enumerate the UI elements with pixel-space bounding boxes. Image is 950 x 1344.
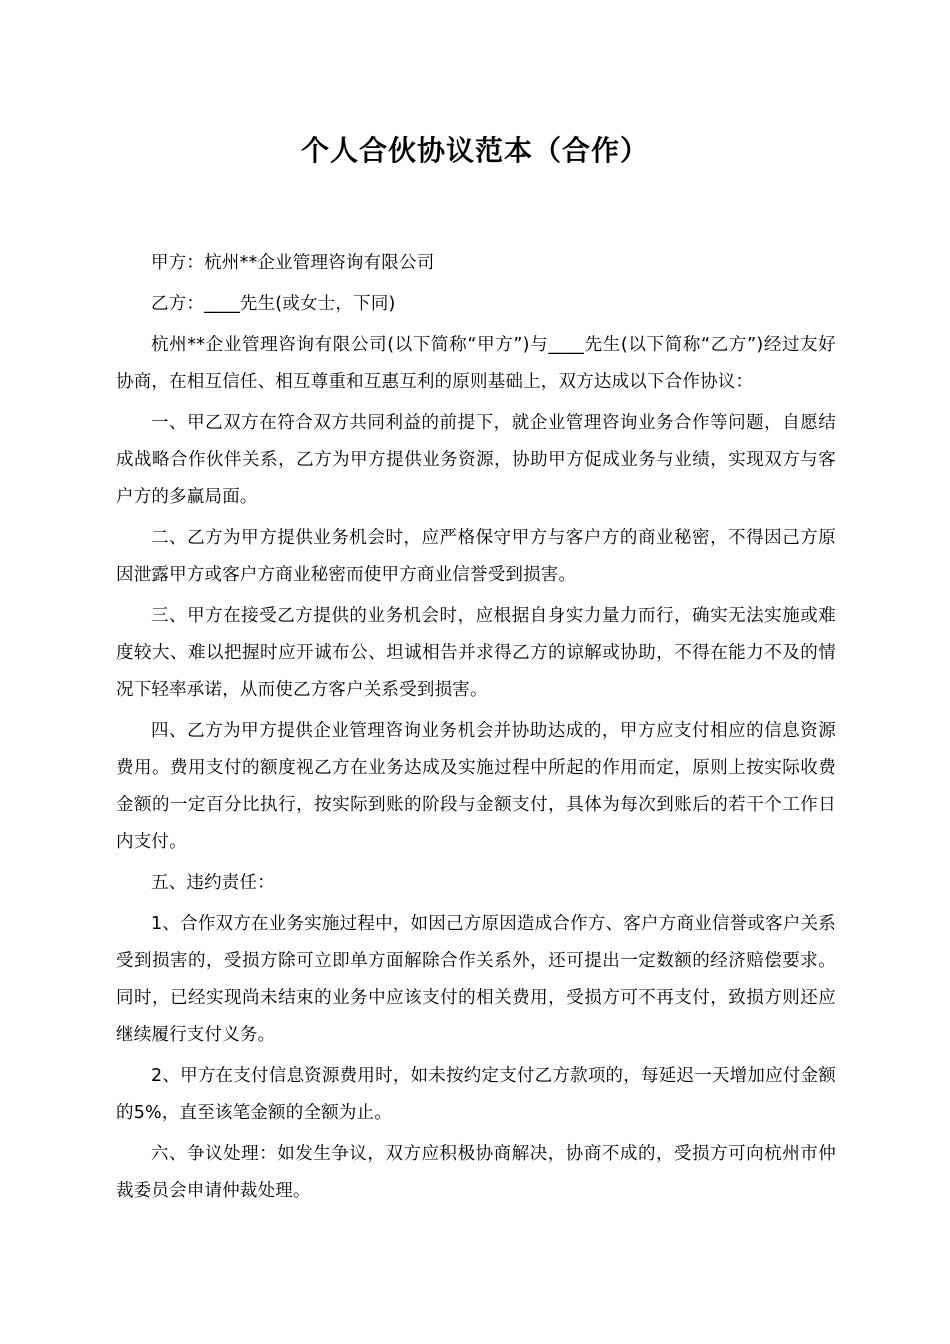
party-a-line: 甲方：杭州**企业管理咨询有限公司 [151,253,435,273]
clause-6: 六、争议处理：如发生争议，双方应积极协商解决，协商不成的，受损方可向杭州市仲裁委员会申请仲裁处理。 [116,1144,836,1201]
clause-5-heading: 五、违约责任： [151,873,275,893]
clause-2: 二、乙方为甲方提供业务机会时，应严格保守甲方与客户方的商业秘密，不得因己方原因泄露甲方或客户方商业秘密而使甲方商业信誉受到损害。 [116,528,836,585]
preamble-paragraph: 杭州**企业管理咨询有限公司(以下简称“甲方”)与____先生(以下简称“乙方”)经过友好协商，在相互信任、相互尊重和互惠互利的原则基础上，双方达成以下合作协议： [116,335,836,392]
party-b-line: 乙方：____先生(或女士，下同) [151,294,396,314]
clause-3: 三、甲方在接受乙方提供的业务机会时，应根据自身实力量力而行，确实无法实施或难度较大、难以把握时应开诚布公、坦诚相告并求得乙方的谅解或协助，不得在能力不及的情况下轻率承诺，从而使乙方客户关系受到损害。 [116,606,836,700]
clause-5-item-2: 2、甲方在支付信息资源费用时，如未按约定支付乙方款项的，每延迟一天增加应付金额的5%，直至该笔金额的全额为止。 [116,1066,836,1123]
clause-1: 一、甲乙双方在符合双方共同利益的前提下，就企业管理咨询业务合作等问题，自愿结成战略合作伙伴关系，乙方为甲方提供业务资源，协助甲方促成业务与业绩，实现双方与客户方的多赢局面。 [116,413,836,507]
document-title: 个人合伙协议范本（合作） [300,134,649,167]
clause-5-item-1: 1、合作双方在业务实施过程中，如因己方原因造成合作方、客户方商业信誉或客户关系受到损害的，受损方除可立即单方面解除合作关系外，还可提出一定数额的经济赔偿要求。同时，已经实现尚未结束的业务中应该支付的相关费用，受损方可不再支付，致损方则还应继续履行支付义务。 [116,914,836,1045]
clause-4: 四、乙方为甲方提供企业管理咨询业务机会并协助达成的，甲方应支付相应的信息资源费用。费用支付的额度视乙方在业务达成及实施过程中所起的作用而定，原则上按实际收费金额的一定百分比执行，按实际到账的阶段与金额支付，具体为每次到账后的若干个工作日内支付。 [116,721,836,852]
document-body [116,245,836,1214]
